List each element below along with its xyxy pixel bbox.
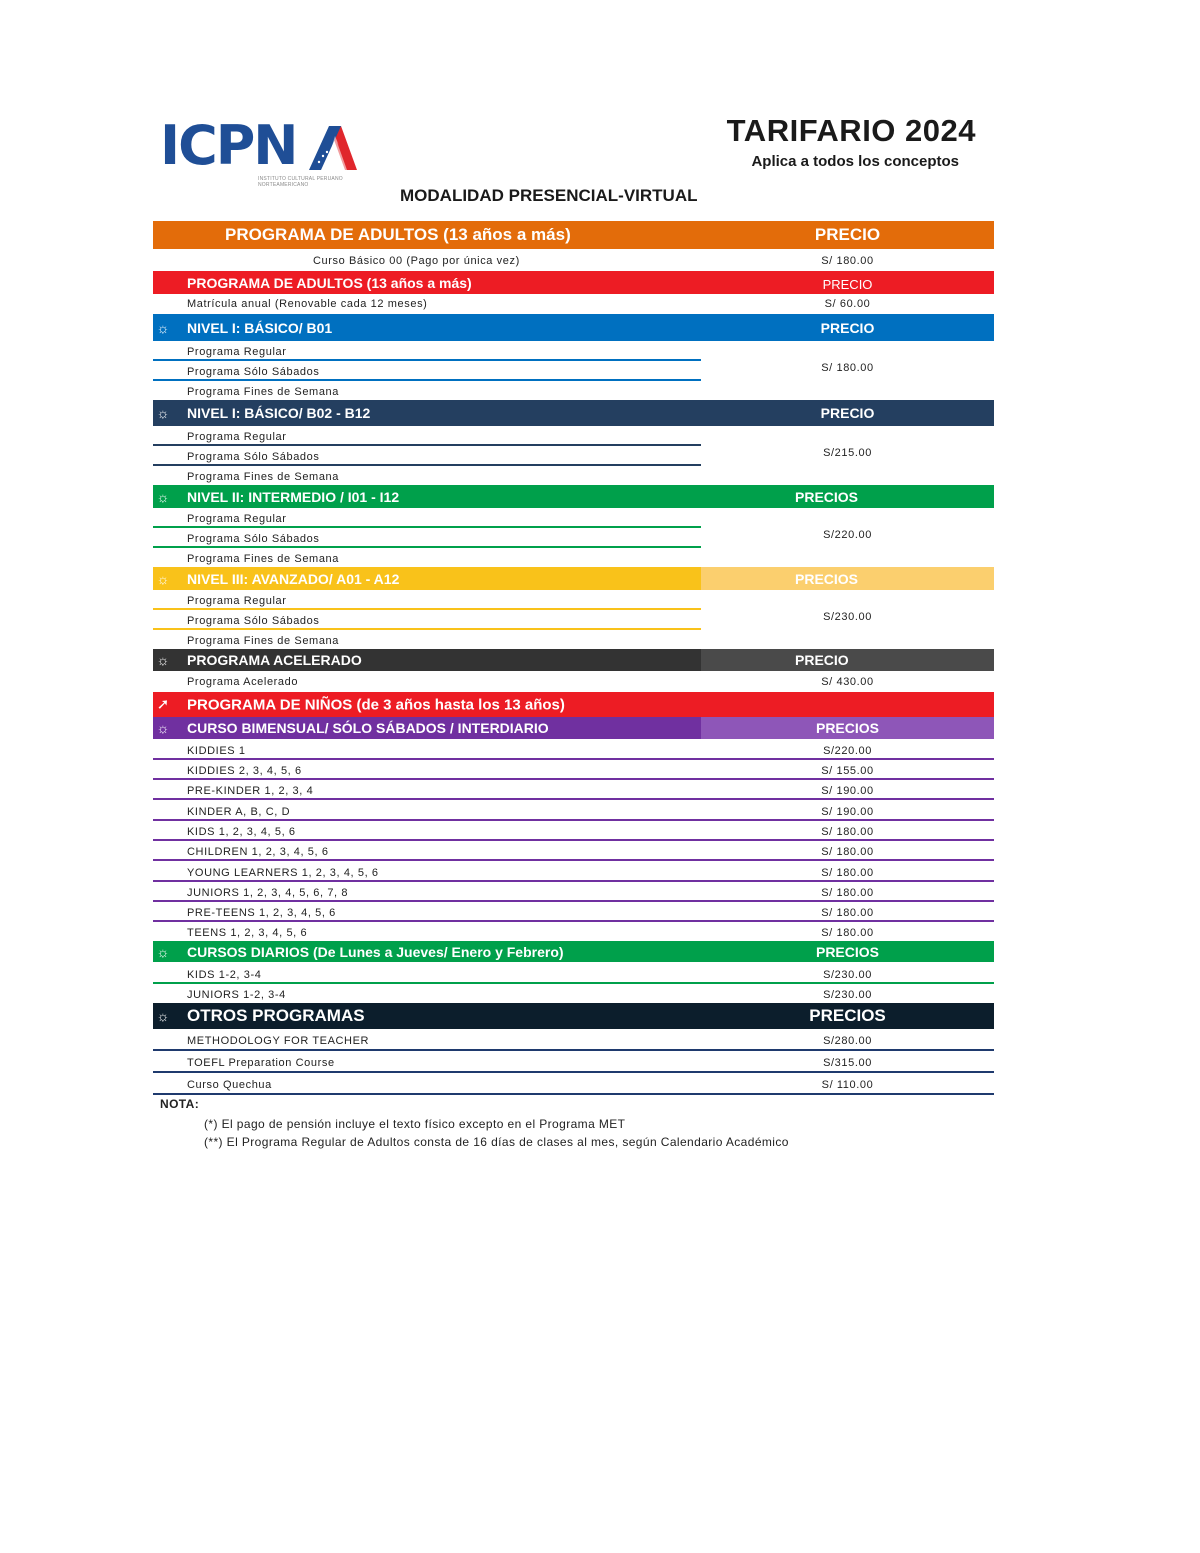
section-header-acelerado <box>153 649 994 671</box>
price-header: PRECIO <box>820 405 875 421</box>
table-row <box>153 962 994 983</box>
row-price: S/230.00 <box>823 969 872 981</box>
logo-wordmark: ICPN <box>160 114 297 177</box>
row-label: Curso Básico 00 (Pago por única vez) <box>313 255 520 267</box>
row-label: TOEFL Preparation Course <box>187 1057 335 1069</box>
section-header-ninos <box>153 692 994 717</box>
section-title: CURSO BIMENSUAL/ SÓLO SÁBADOS / INTERDIARIO <box>187 720 549 736</box>
table-row <box>153 1051 994 1071</box>
row-label: Programa Sólo Sábados <box>187 366 320 378</box>
row-price: S/ 155.00 <box>821 765 874 777</box>
row-label: Programa Regular <box>187 513 287 525</box>
price-header: PRECIO <box>820 319 875 336</box>
row-label: Programa Sólo Sábados <box>187 451 320 463</box>
table-row <box>153 249 994 269</box>
section-title: PROGRAMA DE ADULTOS (13 años a más) <box>187 274 472 291</box>
table-row <box>153 799 994 820</box>
row-label: YOUNG LEARNERS 1, 2, 3, 4, 5, 6 <box>187 867 379 879</box>
row-label: METHODOLOGY FOR TEACHER <box>187 1035 370 1047</box>
table-row <box>153 294 994 312</box>
row-label: Programa Fines de Semana <box>187 635 339 647</box>
table-row <box>153 380 994 400</box>
row-label: Programa Fines de Semana <box>187 553 339 565</box>
row-label: JUNIORS 1, 2, 3, 4, 5, 6, 7, 8 <box>187 887 349 899</box>
section-header-bimensual <box>153 717 994 739</box>
section-title: CURSOS DIARIOS (De Lunes a Jueves/ Enero y Febrero) <box>187 943 564 960</box>
row-label: Matrícula anual (Renovable cada 12 meses) <box>187 298 428 310</box>
row-price: S/ 180.00 <box>821 255 874 267</box>
section-header-diarios <box>153 941 994 962</box>
rocket-icon: ➚ <box>156 695 170 713</box>
row-label: PRE-KINDER 1, 2, 3, 4 <box>187 785 314 797</box>
row-price: S/ 180.00 <box>821 907 874 919</box>
table-row <box>153 820 994 840</box>
logo-flag-a-icon <box>309 126 357 170</box>
row-label: PRE-TEENS 1, 2, 3, 4, 5, 6 <box>187 907 336 919</box>
section-title: PROGRAMA DE ADULTOS (13 años a más) <box>225 225 571 244</box>
row-label: KIDS 1, 2, 3, 4, 5, 6 <box>187 826 296 838</box>
price-header: PRECIO <box>795 652 849 668</box>
group-price-i01: S/220.00 <box>823 529 872 541</box>
row-label: KIDS 1-2, 3-4 <box>187 969 262 981</box>
lightbulb-icon: ☼ <box>156 570 170 587</box>
table-row <box>153 779 994 799</box>
notes <box>160 1097 789 1151</box>
row-price: S/ 190.00 <box>821 806 874 818</box>
row-label: Programa Regular <box>187 346 287 358</box>
row-price: S/ 180.00 <box>821 846 874 858</box>
row-label: JUNIORS 1-2, 3-4 <box>187 989 286 1001</box>
lightbulb-icon: ☼ <box>156 943 170 960</box>
lightbulb-icon: ☼ <box>156 652 170 668</box>
section-header-a01 <box>153 567 994 590</box>
row-label: Programa Fines de Semana <box>187 471 339 483</box>
row-label: Programa Acelerado <box>187 676 299 688</box>
row-price: S/ 60.00 <box>824 298 871 310</box>
lightbulb-icon: ☼ <box>156 405 170 421</box>
price-header: PRECIO <box>822 277 873 292</box>
lightbulb-icon: ☼ <box>156 488 170 505</box>
row-label: Programa Regular <box>187 595 287 607</box>
group-price-a01: S/230.00 <box>823 611 872 623</box>
row-price: S/ 180.00 <box>821 887 874 899</box>
price-header: PRECIOS <box>795 488 859 505</box>
lightbulb-icon: ☼ <box>156 319 170 336</box>
table-row <box>153 759 994 779</box>
row-label: KINDER A, B, C, D <box>187 806 291 818</box>
section-header-b01 <box>153 314 994 341</box>
group-price-b02: S/215.00 <box>823 447 872 459</box>
notes-title: NOTA: <box>160 1097 200 1111</box>
table-row <box>153 860 994 881</box>
row-label: Curso Quechua <box>187 1079 272 1091</box>
table-row <box>153 629 994 649</box>
section-title: PROGRAMA ACELERADO <box>187 652 362 668</box>
table-row <box>153 426 994 445</box>
note-line: (**) El Programa Regular de Adultos consta de 16 días de clases al mes, según Calendario Académico <box>204 1135 789 1149</box>
row-price: S/ 180.00 <box>821 867 874 879</box>
price-header: PRECIOS <box>795 570 859 587</box>
modalidad-title: MODALIDAD PRESENCIAL-VIRTUAL <box>400 186 698 205</box>
row-price: S/230.00 <box>823 989 872 1001</box>
table-row <box>153 341 994 360</box>
lightbulb-icon: ☼ <box>156 720 170 736</box>
row-label: Programa Sólo Sábados <box>187 615 320 627</box>
row-label: KIDDIES 2, 3, 4, 5, 6 <box>187 765 302 777</box>
row-price: S/ 430.00 <box>821 676 874 688</box>
table-row <box>153 840 994 860</box>
price-header: PRECIOS <box>815 943 879 960</box>
section-header-i01 <box>153 485 994 508</box>
table-row <box>153 465 994 485</box>
price-header: PRECIOS <box>815 720 879 736</box>
section-title: PROGRAMA DE NIÑOS (de 3 años hasta los 13 años) <box>187 696 565 713</box>
row-price: S/315.00 <box>823 1057 872 1069</box>
section-header-b02 <box>153 400 994 426</box>
row-label: Programa Sólo Sábados <box>187 533 320 545</box>
table-row <box>153 1073 994 1093</box>
price-header: PRECIO <box>814 225 881 244</box>
row-price: S/ 110.00 <box>821 1079 874 1091</box>
table-row <box>153 901 994 921</box>
section-title: NIVEL I: BÁSICO/ B02 - B12 <box>187 405 371 421</box>
table-row <box>153 508 994 527</box>
price-header: PRECIOS <box>809 1006 886 1025</box>
table-row <box>153 739 994 759</box>
row-divider <box>153 1093 994 1095</box>
section-header-adultos-matricula <box>153 271 994 294</box>
row-price: S/ 190.00 <box>821 785 874 797</box>
table-row <box>153 590 994 609</box>
row-price: S/ 180.00 <box>821 826 874 838</box>
row-price: S/ 180.00 <box>821 927 874 939</box>
section-title: NIVEL I: BÁSICO/ B01 <box>187 319 333 336</box>
section-header-otros <box>153 1003 994 1029</box>
icpna-logo <box>160 114 360 194</box>
group-price-b01: S/ 180.00 <box>821 362 874 374</box>
row-label: Programa Regular <box>187 431 287 443</box>
table-row <box>153 1029 994 1049</box>
row-label: KIDDIES 1 <box>187 745 246 757</box>
section-title: NIVEL III: AVANZADO/ A01 - A12 <box>187 570 400 587</box>
row-label: TEENS 1, 2, 3, 4, 5, 6 <box>187 927 308 939</box>
table-row <box>153 547 994 567</box>
table-row <box>153 671 994 690</box>
table-row <box>153 921 994 941</box>
row-label: CHILDREN 1, 2, 3, 4, 5, 6 <box>187 846 329 858</box>
note-line: (*) El pago de pensión incluye el texto físico excepto en el Programa MET <box>204 1117 626 1131</box>
lightbulb-icon: ☼ <box>156 1008 170 1024</box>
section-header-adultos <box>153 221 994 249</box>
section-title: OTROS PROGRAMAS <box>187 1006 365 1025</box>
page-subtitle: Aplica a todos los conceptos <box>751 153 959 170</box>
section-title: NIVEL II: INTERMEDIO / I01 - I12 <box>187 488 400 505</box>
table-row <box>153 983 994 1003</box>
row-price: S/220.00 <box>823 745 872 757</box>
row-price: S/280.00 <box>823 1035 872 1047</box>
logo-tagline: INSTITUTO CULTURAL PERUANO NORTEAMERICANO <box>258 176 343 188</box>
page-title: TARIFARIO 2024 <box>726 113 976 148</box>
row-label: Programa Fines de Semana <box>187 386 339 398</box>
table-row <box>153 881 994 901</box>
